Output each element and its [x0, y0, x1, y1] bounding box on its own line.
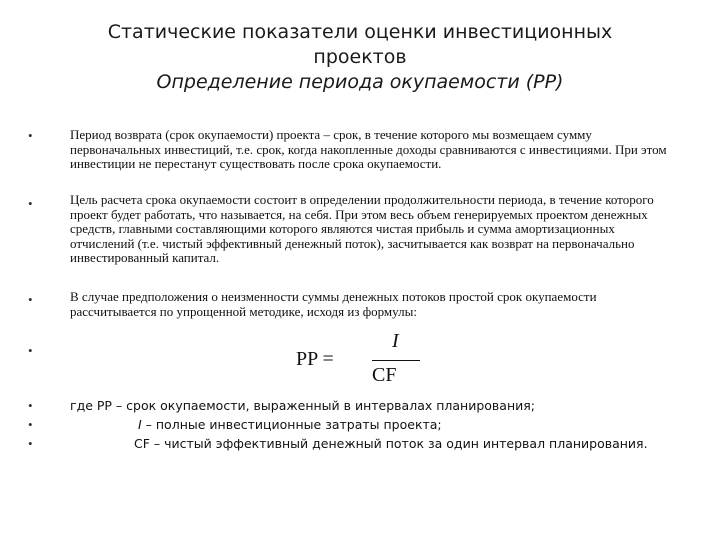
- bullet-6: •: [28, 417, 33, 432]
- bullet-2: •: [28, 196, 33, 211]
- definition-cf: [134, 436, 648, 451]
- definition-pp: [70, 398, 535, 413]
- bullet-5: •: [28, 398, 33, 413]
- bullet-1: •: [28, 128, 33, 143]
- paragraph-calculation-goal: Цель расчета срока окупаемости состоит в определении продолжительности периода, в течение которого проект будет работать, что называется, на себя. При этом весь объем генерируемых проектом денежных средств, главными составляющими которого являются чистая прибыль и сумма амортизационных отчислений (т.е. чистый эффективный денежный поток), засчитывается как возврат на первоначально инвестированный капитал.: [70, 192, 654, 266]
- bullet-4: •: [28, 343, 33, 358]
- fraction-bar: [372, 360, 420, 361]
- formula-denominator: CF: [372, 364, 397, 386]
- definition-text-cf: – чистый эффективный денежный поток за один интервал планирования.: [149, 436, 648, 451]
- definition-text-i: – полные инвестиционные затраты проекта;: [141, 417, 442, 432]
- paragraph-payback-definition: Период возврата (срок окупаемости) проекта – срок, в течение которого мы возмещаем сумму первоначальных инвестиций, т.е. срок, когда накопленные доходы сравниваются с инвестициями. При этом инвестиции не перестанут существовать после срока окупаемости.: [70, 127, 667, 172]
- definition-prefix: где: [70, 398, 97, 413]
- formula-numerator: I: [392, 330, 399, 352]
- definition-i: [138, 417, 442, 432]
- title-line-1: Статические показатели оценки инвестиционных: [107, 21, 613, 43]
- definition-text-pp: – срок окупаемости, выраженный в интервалах планирования;: [111, 398, 535, 413]
- slide-title: [40, 20, 680, 95]
- title-subtitle: Определение периода окупаемости (РР): [156, 71, 564, 93]
- bullet-3: •: [28, 292, 33, 307]
- title-line-2: проектов: [313, 46, 407, 68]
- definition-symbol-cf: CF: [134, 436, 150, 451]
- definition-symbol-pp: РР: [96, 398, 112, 413]
- bullet-7: •: [28, 436, 33, 451]
- paragraph-simple-method: В случае предположения о неизменности суммы денежных потоков простой срок окупаемости рассчитывается по упрощенной методике, исходя из формулы:: [70, 289, 597, 319]
- definition-symbol-i: I: [138, 417, 142, 432]
- formula-lhs: PP =: [296, 348, 334, 370]
